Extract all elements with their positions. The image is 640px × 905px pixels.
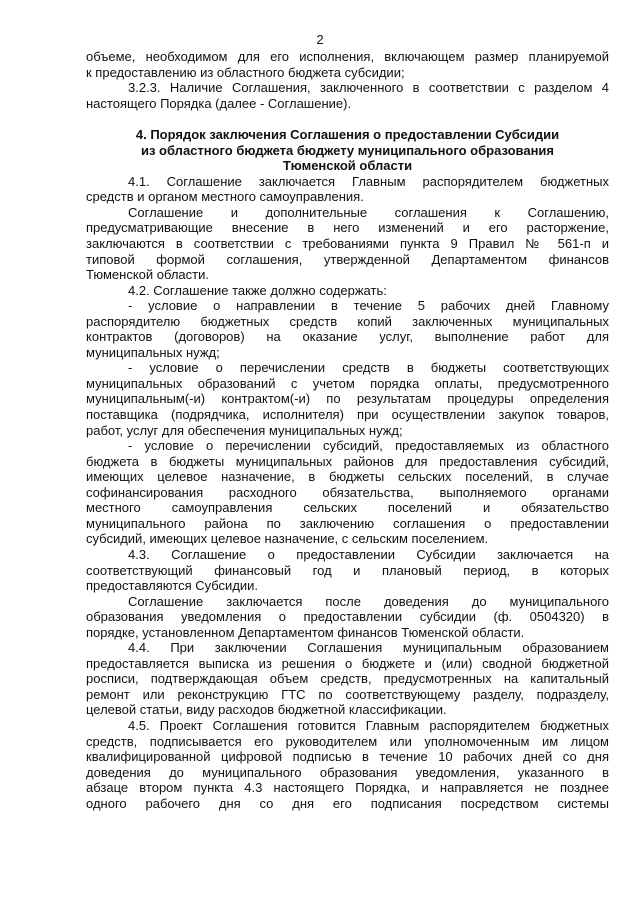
text-line: росписи, подтверждающая объем средств, предусмотренных на капитальный — [86, 671, 609, 687]
text-line: абзаце втором пункта 4.3 настоящего Порядка, и направляется не позднее — [86, 780, 609, 796]
text-line: одного рабочего дня со дня его подписания посредством системы — [86, 795, 609, 811]
text-line: 4.2. Соглашение также должно содержать: — [128, 282, 387, 298]
text-line: распорядителю бюджетных средств копий заключенных муниципальных — [86, 313, 609, 329]
document-body — [86, 49, 609, 811]
text-line: 4.4. При заключении Соглашения муниципальным образованием — [128, 640, 609, 656]
text-line: 3.2.3. Наличие Соглашения, заключенного в соответствии с разделом 4 — [128, 80, 609, 96]
text-line: работ, услуг для обеспечения муниципальных нужд; — [86, 422, 403, 438]
text-line: 4.5. Проект Соглашения готовится Главным распорядителем бюджетных — [128, 717, 609, 733]
text-line: предоставляются Субсидии. — [86, 578, 259, 594]
text-line: имеющих целевое назначение, в бюджеты сельских поселений, в случае — [86, 469, 609, 485]
text-line: муниципальным(-и) контрактом(-и) по результатам процедуры определения — [86, 391, 609, 407]
text-line: заключаются в соответствии с требованиями пункта 9 Правил № 561-п и — [86, 236, 609, 252]
text-line: образования уведомления о предоставлении субсидии (ф. 0504320) в — [86, 609, 609, 625]
text-line: контрактов (договоров) на оказание услуг, выполнение работ для — [86, 329, 609, 345]
text-line: порядке, установленном Департаментом финансов Тюменской области. — [86, 624, 525, 640]
text-line: бюджета в бюджеты муниципальных районов для предоставления субсидий, — [86, 453, 609, 469]
text-line: местного самоуправления сельских поселений и обязательство — [86, 500, 609, 516]
text-line: - условие о перечислении средств в бюджеты соответствующих — [128, 360, 609, 376]
text-line: объеме, необходимом для его исполнения, включающем размер планируемой — [86, 49, 609, 64]
text-line: Соглашение и дополнительные соглашения к Соглашению, — [128, 204, 609, 220]
text-line: Тюменской области. — [86, 267, 209, 283]
text-line: целевой статьи, виду расходов бюджетной классификации. — [86, 702, 447, 718]
text-line: к предоставлению из областного бюджета субсидии; — [86, 64, 405, 80]
text-line: предусматривающие внесение в него изменений и его расторжение, — [86, 220, 609, 236]
text-line: типовой формой соглашения, утвержденной Департаментом финансов — [86, 251, 609, 267]
page-number: 2 — [316, 32, 324, 47]
text-line: средств и органом местного самоуправления. — [86, 189, 364, 205]
text-line: 4.3. Соглашение о предоставлении Субсидии заключается на — [128, 546, 609, 562]
text-line: муниципальных нужд; — [86, 344, 220, 360]
text-line: поставщика (подрядчика, исполнителя) при осуществлении закупок товаров, — [86, 407, 609, 423]
text-line: ремонт или реконструкцию ГТС по соответствующему разделу, подразделу, — [86, 686, 609, 702]
text-line: доведения до муниципального образования уведомления, указанного в — [86, 764, 609, 780]
text-line: софинансирования расходного обязательства, выполняемого органами — [86, 484, 609, 500]
text-line: предоставляется выписка из решения о бюджете и (или) сводной бюджетной — [86, 655, 609, 671]
text-line: муниципальных образований с учетом порядка оплаты, предусмотренного — [86, 375, 609, 391]
spacer — [86, 111, 609, 127]
section-heading-line: из областного бюджета бюджету муниципального образования — [140, 142, 555, 158]
text-line: - условие о перечислении субсидий, предоставляемых из областного — [128, 438, 609, 454]
section-heading-line: 4. Порядок заключения Соглашения о предоставлении Субсидии — [135, 127, 560, 143]
text-line: настоящего Порядка (далее - Соглашение). — [86, 95, 352, 111]
section-heading-line: Тюменской области — [282, 158, 413, 174]
text-line: 4.1. Соглашение заключается Главным распорядителем бюджетных — [128, 173, 609, 189]
text-line: средств, подписывается его руководителем или уполномоченным им лицом — [86, 733, 609, 749]
text-line: соответствующий финансовый год и плановый период, в которых — [86, 562, 609, 578]
text-line: квалифицированной цифровой подписью в течение 10 рабочих дней со дня — [86, 749, 609, 765]
text-line: - условие о направлении в течение 5 рабочих дней Главному — [128, 298, 609, 314]
text-line: Соглашение заключается после доведения до муниципального — [128, 593, 609, 609]
text-line: субсидий, имеющих целевое назначение, с сельским поселением. — [86, 531, 489, 547]
text-line: муниципального района по заключению соглашения о предоставлении — [86, 515, 609, 531]
